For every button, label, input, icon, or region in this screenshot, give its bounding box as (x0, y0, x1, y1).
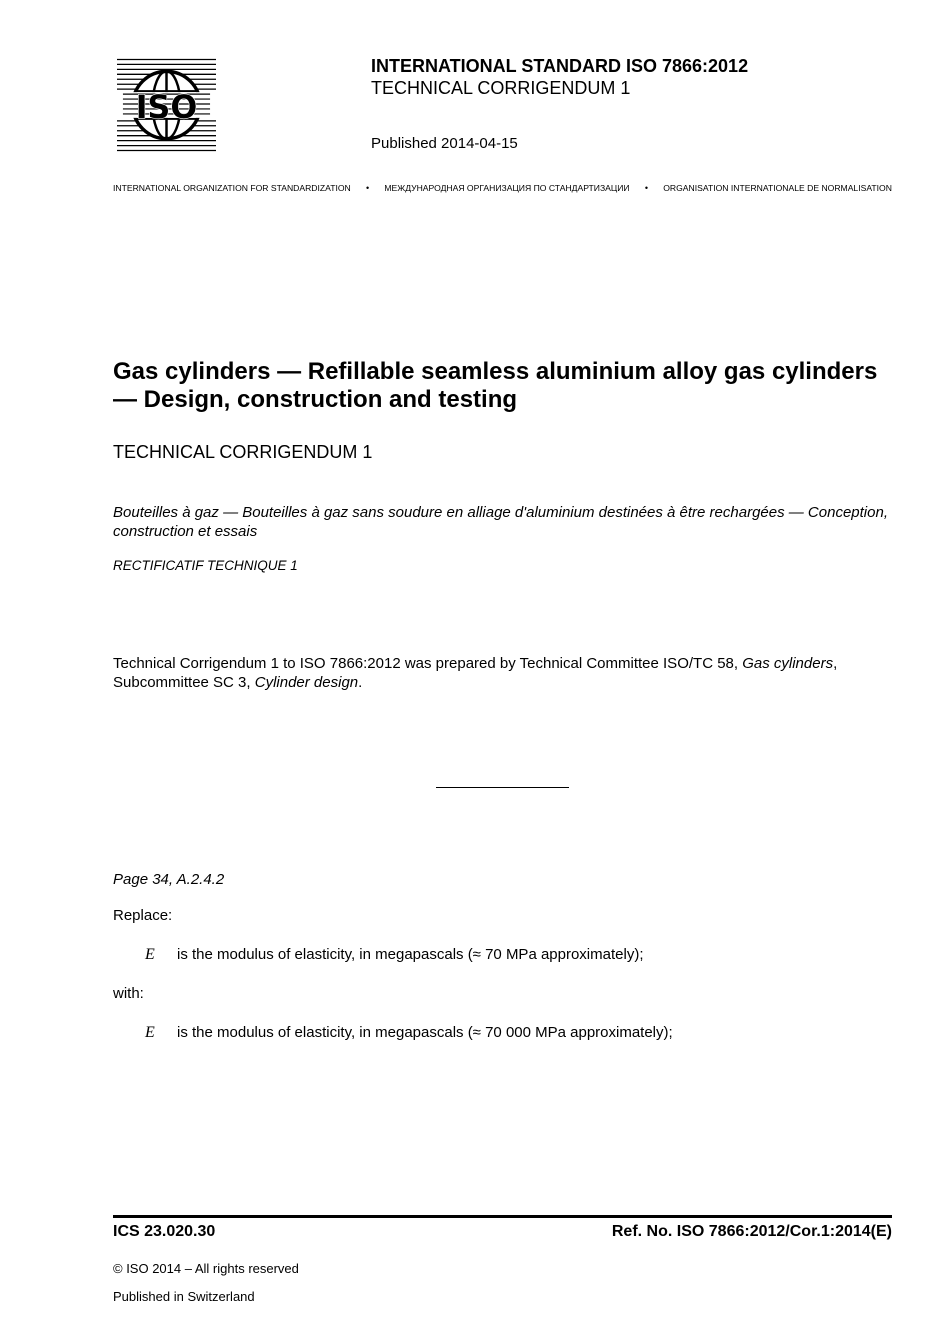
reference-number: Ref. No. ISO 7866:2012/Cor.1:2014(E) (611, 1223, 892, 1240)
ics-code: ICS 23.020.30 (113, 1223, 216, 1240)
org-name-english: INTERNATIONAL ORGANIZATION FOR STANDARDIZATION (113, 183, 351, 193)
org-name-french: ORGANISATION INTERNATIONALE DE NORMALISATION (663, 183, 892, 193)
section-divider (436, 787, 569, 788)
symbol-e-new: E (145, 1024, 155, 1041)
organization-names (113, 183, 892, 194)
document-title: Gas cylinders — Refillable seamless aluminium alloy gas cylinders — Design, construction and testing (113, 358, 878, 413)
copyright-notice: © ISO 2014 – All rights reserved (113, 1261, 299, 1276)
iso-logo-text: ISO (135, 89, 198, 126)
replace-label: Replace: (113, 907, 173, 924)
page-reference: Page 34, A.2.4.2 (113, 871, 225, 888)
prep-text-1: Technical Corrigendum 1 to ISO 7866:2012 was prepared by Technical Committee ISO/TC 58, (113, 655, 743, 672)
footer-rule (113, 1215, 892, 1218)
prep-text-3: . (358, 674, 363, 691)
published-in: Published in Switzerland (113, 1289, 255, 1304)
symbol-e-old: E (145, 946, 155, 963)
document-subtitle: TECHNICAL CORRIGENDUM 1 (113, 442, 373, 462)
french-subtitle: RECTIFICATIF TECHNIQUE 1 (113, 558, 298, 573)
bullet-separator: • (644, 183, 648, 193)
with-label: with: (113, 985, 144, 1002)
subcommittee-name: Cylinder design (254, 674, 359, 691)
old-definition: is the modulus of elasticity, in megapascals (≈ 70 MPa approximately); (177, 946, 644, 963)
preparation-statement (113, 654, 903, 692)
new-definition: is the modulus of elasticity, in megapascals (≈ 70 000 MPa approximately); (177, 1024, 673, 1041)
corrigendum-label: TECHNICAL CORRIGENDUM 1 (371, 78, 631, 98)
standard-number: INTERNATIONAL STANDARD ISO 7866:2012 (371, 56, 749, 76)
org-name-russian: МЕЖДУНАРОДНАЯ ОРГАНИЗАЦИЯ ПО СТАНДАРТИЗАЦИИ (384, 183, 630, 193)
iso-logo (117, 57, 216, 153)
publication-date: Published 2014-04-15 (371, 135, 518, 152)
french-title: Bouteilles à gaz — Bouteilles à gaz sans soudure en alliage d'aluminium destinées à être rechargées — Conception, construction et essais (113, 504, 888, 540)
committee-name: Gas cylinders (742, 655, 834, 672)
prep-text-2: , Subcommittee SC 3, (113, 655, 838, 691)
bullet-separator: • (366, 183, 370, 193)
